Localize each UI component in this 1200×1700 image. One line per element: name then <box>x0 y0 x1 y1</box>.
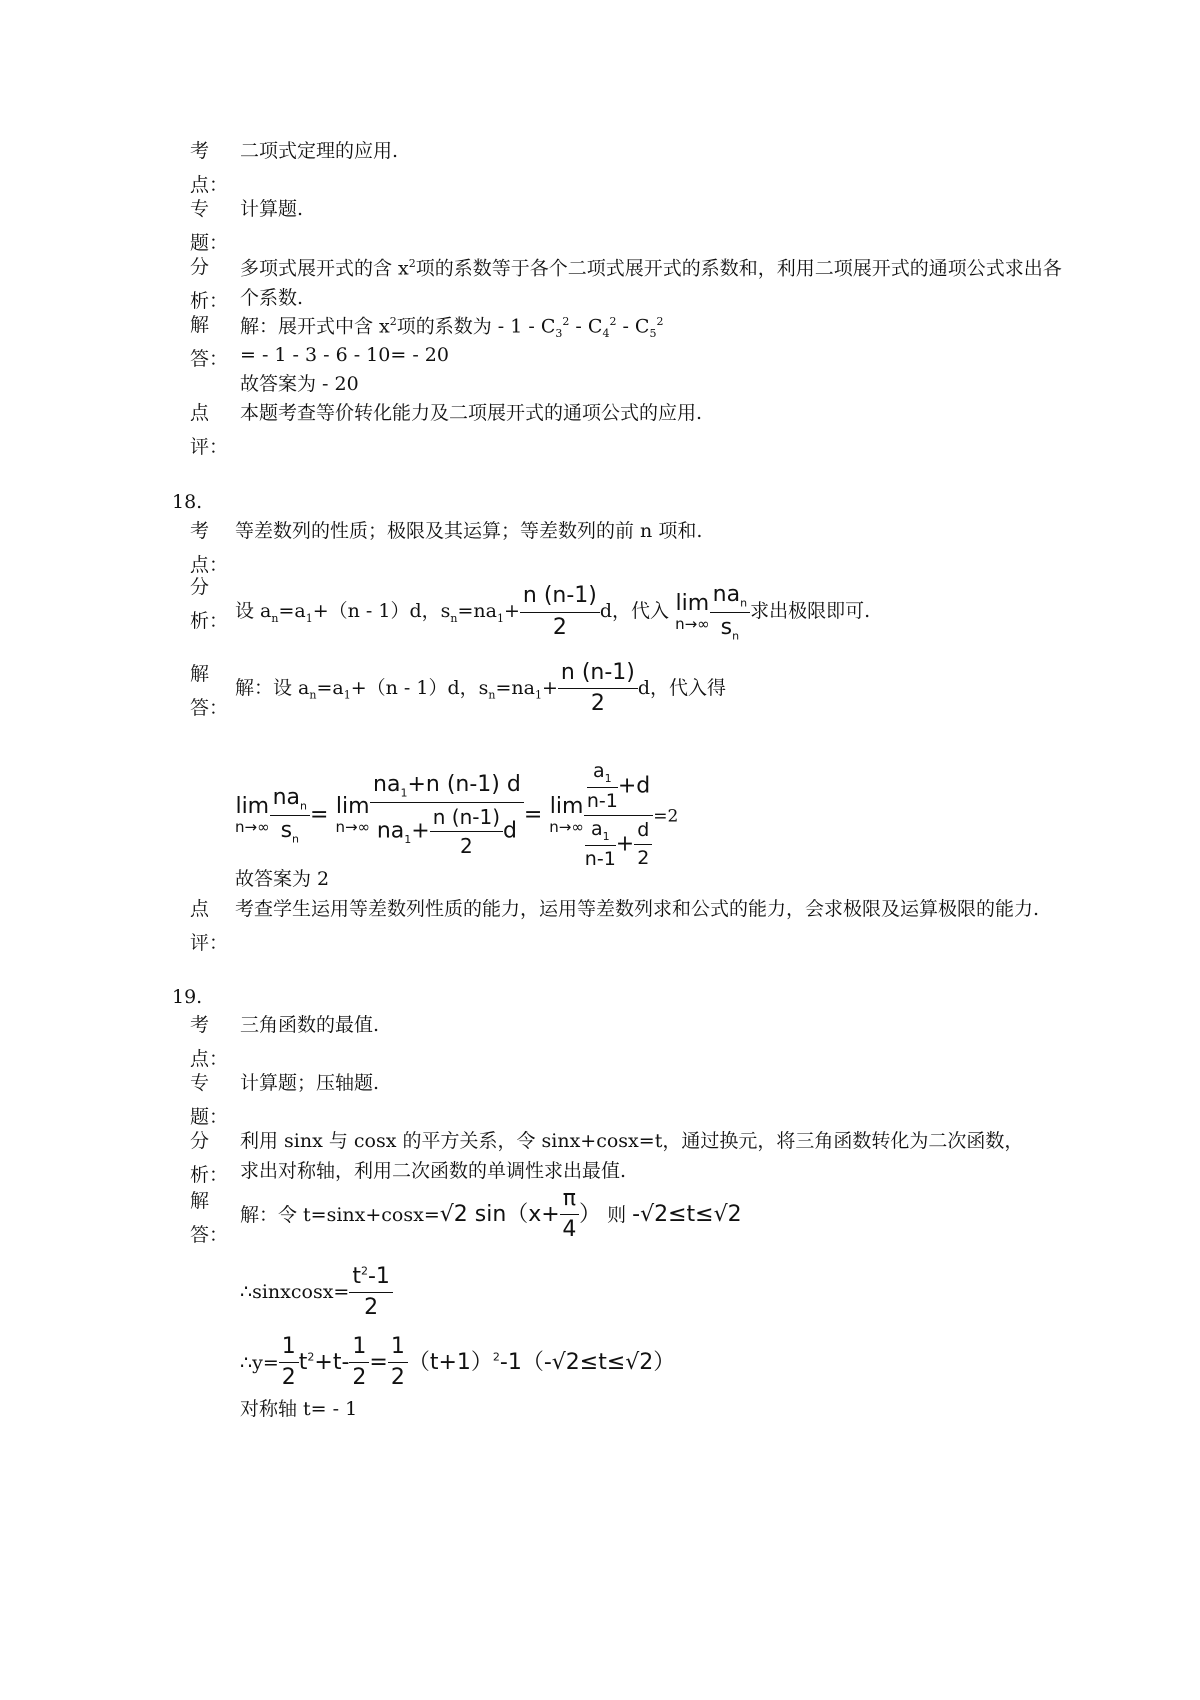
q18-kaodian-label: 考 点： <box>190 520 229 576</box>
q19-zhuanti-label: 专 题： <box>190 1072 229 1128</box>
q19-jieda-line1: 解：令 t=sinx+cosx=√2 sin（x+ $\frac{\pi}{4}$ ） 则 -√2≤t≤√2 <box>240 1186 742 1243</box>
q18-kaodian-text: 等差数列的性质；极限及其运算；等差数列的前 n 项和. <box>235 520 703 542</box>
q19-fenxi-line2: 求出对称轴，利用二次函数的单调性求出最值. <box>240 1160 627 1182</box>
q17-zhuanti-label: 专 题： <box>190 198 229 254</box>
q19-kaodian-text: 三角函数的最值. <box>240 1014 380 1036</box>
q19-axis: 对称轴 t= - 1 <box>240 1398 358 1420</box>
q18-limit-derivation: lim n→∞ $\frac{na_n}{s_n}$ = lim n→∞ $na_1+n$ (n-1) d $na_1+$ $\frac{n (n-1)}{2}$ d = lim n→∞ $\frac{a_1}{n-1}$ +d $\frac{a_1}{n-1}$ + $\frac{d}{2}$ =2 <box>235 760 679 870</box>
q17-kaodian-text: 二项式定理的应用. <box>240 140 399 162</box>
q17-fenxi-line2: 个系数. <box>240 287 304 309</box>
q18-fenxi-label: 分 析： <box>190 576 229 632</box>
q17-jieda-label: 解 答： <box>190 314 229 370</box>
q18-jieda-label: 解 答： <box>190 663 229 719</box>
q18-number: 18. <box>172 491 203 513</box>
q18-answer: 故答案为 2 <box>235 868 330 890</box>
q17-jieda-line3: 故答案为 - 20 <box>240 373 359 395</box>
q17-jieda-line2: = - 1 - 3 - 6 - 10= - 20 <box>240 344 449 366</box>
q17-zhuanti-text: 计算题. <box>240 198 304 220</box>
q17-fenxi-label: 分 析： <box>190 256 229 312</box>
q18-fenxi-formula: 设 $a_n=a_1+(n - 1)d$，$s_n=na_1+$ $\frac{n (n-1)}{2}$ d，代入 lim n→∞ $\frac{na_n}{s_n}$ 求出极限即可. <box>235 582 871 642</box>
q17-kaodian-label: 考 点： <box>190 140 229 196</box>
q17-dianping-label: 点 评： <box>190 402 229 458</box>
q19-step2: ∴sinxcosx= $\frac{t^2-1}{2}$ <box>240 1264 393 1322</box>
q19-fenxi-line1: 利用 sinx 与 cosx 的平方关系，令 sinx+cosx=t，通过换元，将三角函数转化为二次函数， <box>240 1130 1024 1152</box>
q19-fenxi-label: 分 析： <box>190 1130 229 1186</box>
q19-step3: ∴y= $\frac{1}{2}$ $t^2+t-$ $\frac{1}{2}$ = $\frac{1}{2}$ $(t+1)^2-1(-√2\le t\le√2)$ <box>240 1334 676 1391</box>
q18-dianping-text: 考查学生运用等差数列性质的能力，运用等差数列求和公式的能力，会求极限及运算极限的能力. <box>235 898 1040 920</box>
q19-jieda-label: 解 答： <box>190 1190 229 1246</box>
q17-fenxi-line1: 多项式展开式的含 $x^2$项的系数等于各个二项式展开式的系数和，利用二项展开式的通项公式求出各 <box>240 257 1062 280</box>
q18-dianping-label: 点 评： <box>190 898 229 954</box>
q17-dianping-text: 本题考查等价转化能力及二项展开式的通项公式的应用. <box>240 402 703 424</box>
q19-kaodian-label: 考 点： <box>190 1014 229 1070</box>
q19-number: 19. <box>172 986 203 1008</box>
q18-jieda-line1: 解：设 $a_n=a_1+(n - 1)d$，$s_n=na_1+$ $\frac{n (n-1)}{2}$ d，代入得 <box>235 660 727 717</box>
q19-zhuanti-text: 计算题；压轴题. <box>240 1072 380 1094</box>
q17-jieda-line1: 解：展开式中含 $x^2$项的系数为 - $1 - C_3^2 - C_4^2 - C_5^2$ <box>240 315 664 341</box>
